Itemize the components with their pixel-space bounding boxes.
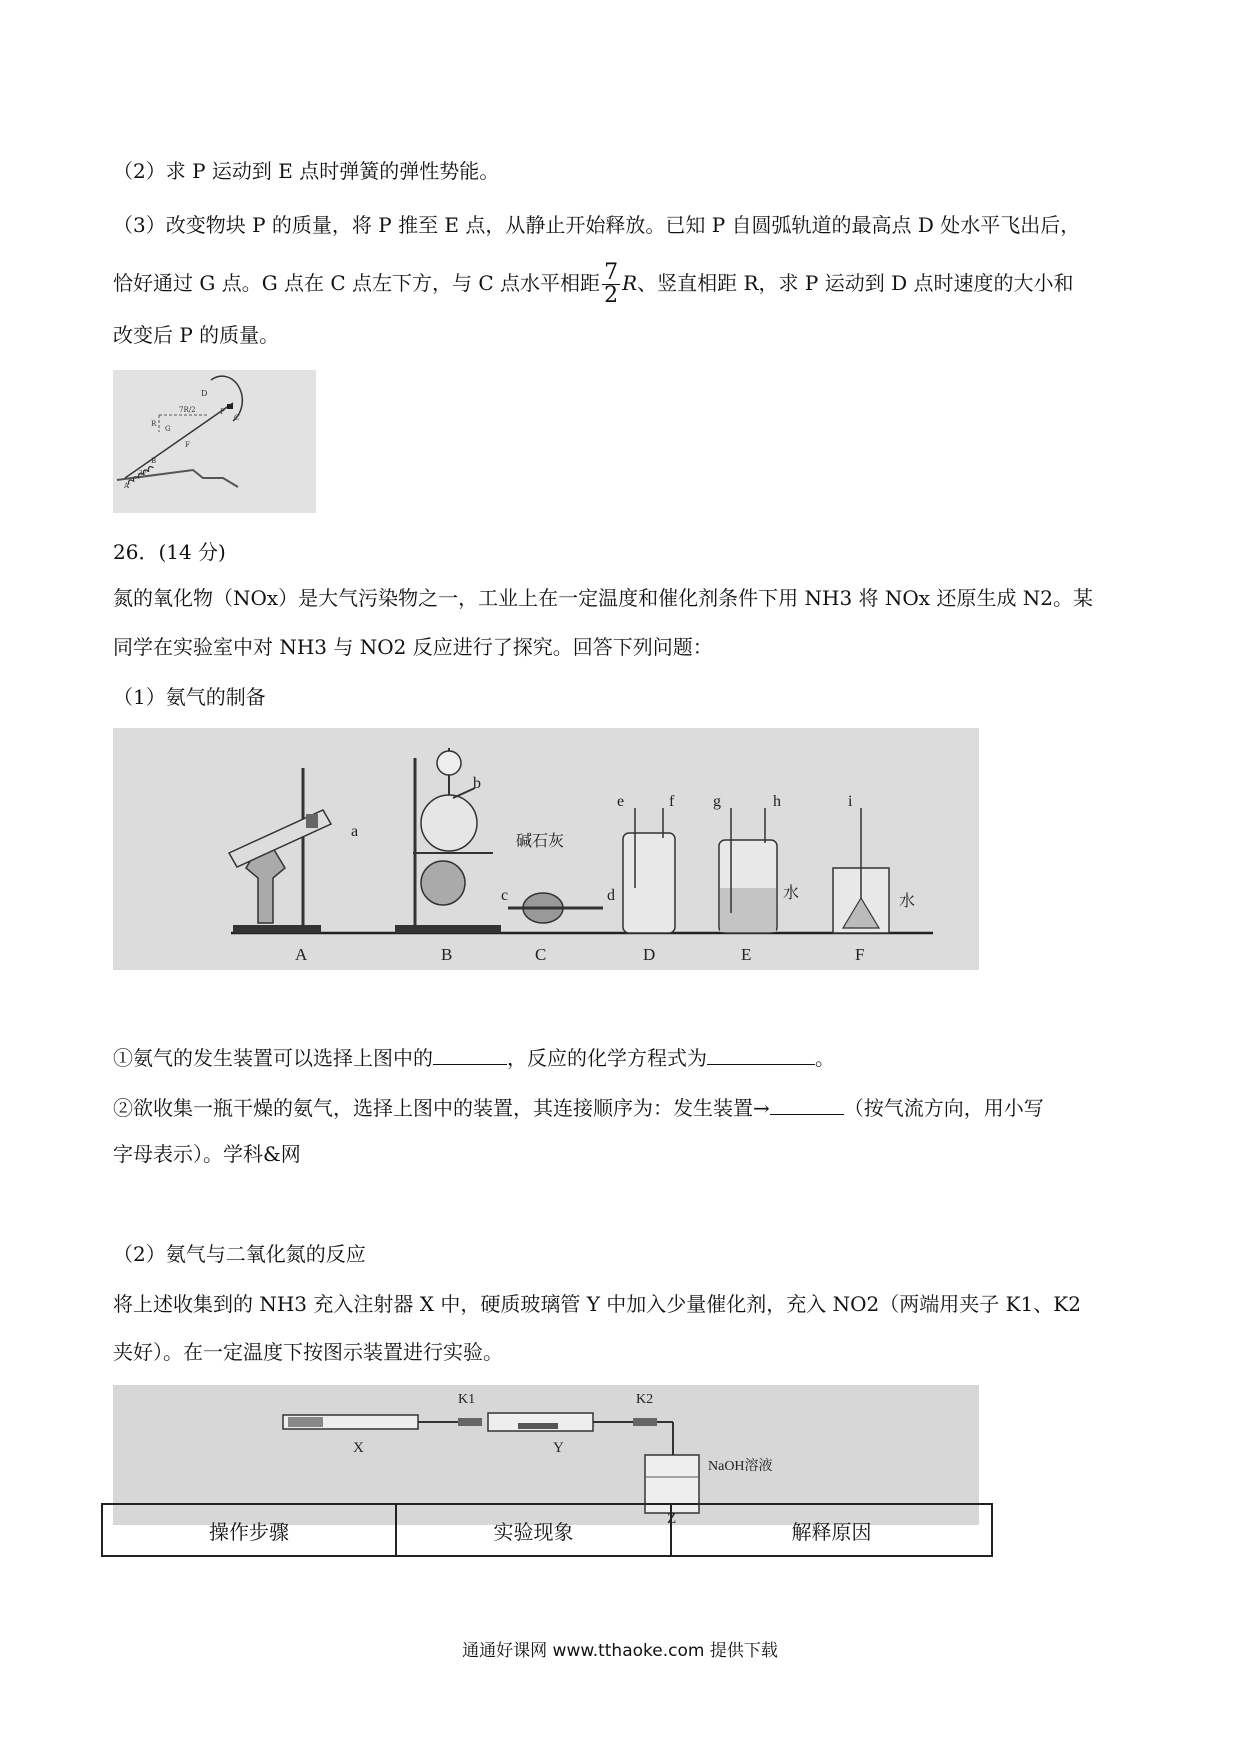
table-header-steps: 操作步骤: [102, 1504, 396, 1556]
fraction-numerator: 7: [604, 260, 619, 285]
answer-blank-1[interactable]: [433, 1042, 507, 1065]
fig-label-r: R: [151, 420, 157, 428]
q26-header: 26．(14 分): [113, 540, 226, 564]
apparatus-label-a: A: [295, 945, 308, 964]
port-label-f: f: [669, 793, 675, 810]
table-header-phenomena: 实验现象: [396, 1504, 671, 1556]
table-row: [102, 1504, 992, 1556]
port-label-b: b: [473, 775, 481, 792]
fig2-label-naoh: NaOH溶液: [708, 1459, 773, 1474]
apparatus-figure: [113, 728, 979, 970]
fig-label-b: B: [151, 457, 157, 465]
fraction-denominator: 2: [604, 283, 619, 308]
fig2-label-x: X: [353, 1440, 364, 1456]
q26-question2-line2: 字母表示）。学科&网: [113, 1142, 301, 1166]
port-label-g: g: [713, 793, 721, 810]
apparatus-label-b: B: [441, 945, 453, 964]
q25-part2: （2）求 P 运动到 E 点时弹簧的弹性势能。: [113, 159, 500, 183]
fig-label-g: G: [165, 425, 171, 433]
q26-part1-title: （1）氨气的制备: [113, 685, 266, 709]
q25-part3-line2: [113, 262, 1073, 307]
fig-label-c: C: [234, 414, 240, 422]
q25-part3-line1: （3）改变物块 P 的质量，将 P 推至 E 点，从静止开始释放。已知 P 自圆弧轨道的最高点 D 处水平飞出后，: [113, 213, 1081, 237]
apparatus-figure-svg: [113, 728, 979, 970]
q26-intro-line2: 同学在实验室中对 NH3 与 NO2 反应进行了探究。回答下列问题：: [113, 635, 713, 659]
q26-question1-c: 。: [815, 1046, 835, 1070]
port-label-a: a: [351, 823, 359, 840]
q26-question1: [113, 1042, 835, 1072]
soda-lime-label: 碱石灰: [516, 833, 565, 850]
q26-question2: [113, 1092, 1044, 1122]
port-label-h: h: [773, 793, 781, 810]
q26-part2-line2: 夹好）。在一定温度下按图示装置进行实验。: [113, 1340, 503, 1364]
table-header-reasons: 解释原因: [671, 1504, 992, 1556]
q25-part3-line2-b: 、竖直相距 R，求 P 运动到 D 点时速度的大小和: [637, 271, 1074, 295]
q26-question2-b: （按气流方向，用小写: [843, 1096, 1044, 1120]
apparatus-label-f: F: [855, 945, 865, 964]
track-figure: [113, 370, 316, 513]
apparatus-label-d: D: [643, 945, 656, 964]
fig-label-a: A: [124, 482, 130, 490]
port-label-c: c: [501, 887, 509, 904]
fig-label-f: F: [185, 441, 190, 449]
q26-question1-a: ①氨气的发生装置可以选择上图中的: [113, 1046, 433, 1070]
answer-blank-3[interactable]: [770, 1092, 844, 1115]
track-figure-svg: [113, 370, 316, 513]
port-label-e: e: [617, 793, 625, 810]
operations-table: [101, 1503, 993, 1557]
fig2-label-y: Y: [553, 1440, 564, 1456]
q26-question2-a: ②欲收集一瓶干燥的氨气，选择上图中的装置，其连接顺序为：发生装置→: [113, 1096, 770, 1120]
port-label-i: i: [848, 793, 853, 810]
fig2-label-k1: K1: [458, 1392, 476, 1407]
water-label-e: 水: [783, 885, 800, 902]
q26-question1-b: ，反应的化学方程式为: [507, 1046, 707, 1070]
q26-intro-line1: 氮的氧化物（NOx）是大气污染物之一，工业上在一定温度和催化剂条件下用 NH3 将 NOx 还原生成 N2。某: [113, 586, 1094, 610]
fig-label-p: P: [220, 408, 225, 416]
fig-label-d: D: [201, 389, 208, 398]
fig-label-7r2: 7R/2: [179, 406, 196, 414]
fig2-label-k2: K2: [636, 1392, 654, 1407]
apparatus-label-e: E: [741, 945, 752, 964]
page-footer: 通通好课网 www.tthaoke.com 提供下载: [462, 1641, 778, 1661]
q25-part3-line3: 改变后 P 的质量。: [113, 323, 280, 347]
apparatus-label-c: C: [535, 945, 547, 964]
port-label-d: d: [607, 887, 615, 904]
answer-blank-2[interactable]: [707, 1042, 815, 1065]
fraction-variable: R: [622, 271, 638, 295]
fig2-label-z: Z: [667, 1511, 677, 1525]
q25-part3-line2-a: 恰好通过 G 点。G 点在 C 点左下方，与 C 点水平相距: [113, 271, 601, 295]
q26-part2-line1: 将上述收集到的 NH3 充入注射器 X 中，硬质玻璃管 Y 中加入少量催化剂，充入 NO2（两端用夹子 K1、K2: [113, 1292, 1081, 1316]
q26-part2-title: （2）氨气与二氧化氮的反应: [113, 1242, 366, 1266]
water-label-f: 水: [899, 893, 916, 910]
fig-label-angle: 37°: [139, 470, 150, 477]
fraction-7-over-2: [602, 262, 620, 307]
